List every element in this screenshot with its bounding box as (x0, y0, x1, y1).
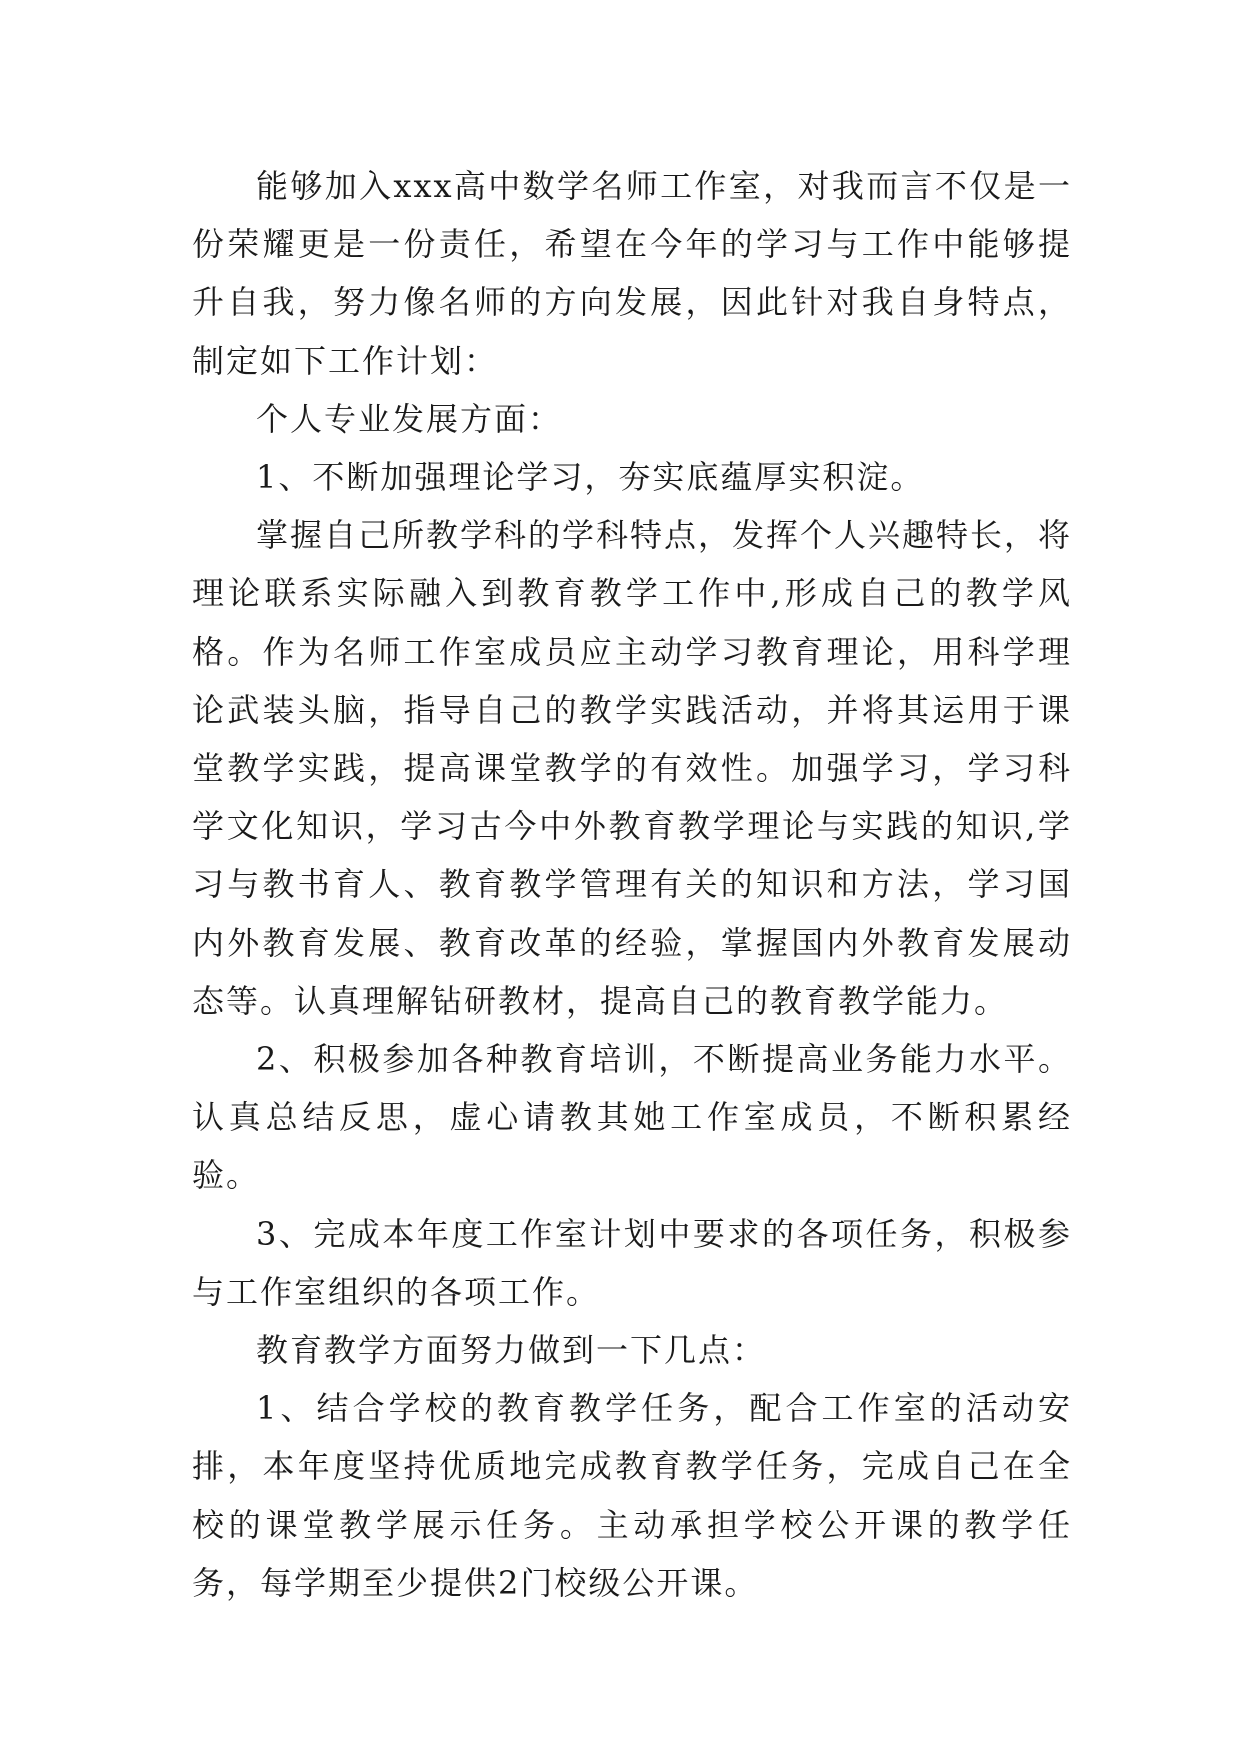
item-theory-study: 1、不断加强理论学习，夯实底蕴厚实积淀。 (256, 458, 925, 497)
paragraph-theory-detail: 掌握自己所教学科的学科特点，发挥个人兴趣特长，将理论联系实际融入到教育教学工作中,形成自己的教学风格。作为名师工作室成员应主动学习教育理论，用科学理论武装头脑，指导自己的教学实践活动，并将其运用于课堂教学实践，提高课堂教学的有效性。加强学习，学习科学文化知识，学习古今中外教育教学理论与实践的知识,学习与教书育人、教育教学管理有关的知识和方法，学习国内外教育发展、教育改革的经验，掌握国内外教育发展动态等。认真理解钻研教材，提高自己的教育教学能力。 (192, 516, 1073, 1020)
item-teaching-tasks: 1、结合学校的教育教学任务，配合工作室的活动安排，本年度坚持优质地完成教育教学任务，完成自己在全校的课堂教学展示任务。主动承担学校公开课的教学任务，每学期至少提供2门校级公开课。 (192, 1389, 1072, 1602)
heading-teaching: 教育教学方面努力做到一下几点： (256, 1331, 767, 1370)
heading-personal-development: 个人专业发展方面： (256, 399, 563, 438)
item-training: 2、积极参加各种教育培训，不断提高业务能力水平。认真总结反思，虚心请教其她工作室成员，不断积累经验。 (192, 1040, 1072, 1195)
paragraph-intro: 能够加入xxx高中数学名师工作室，对我而言不仅是一份荣耀更是一份责任，希望在今年的学习与工作中能够提升自我，努力像名师的方向发展，因此针对我自身特点，制定如下工作计划： (192, 167, 1072, 380)
item-studio-tasks: 3、完成本年度工作室计划中要求的各项任务，积极参与工作室组织的各项工作。 (192, 1214, 1072, 1311)
document-body (192, 157, 1072, 1612)
